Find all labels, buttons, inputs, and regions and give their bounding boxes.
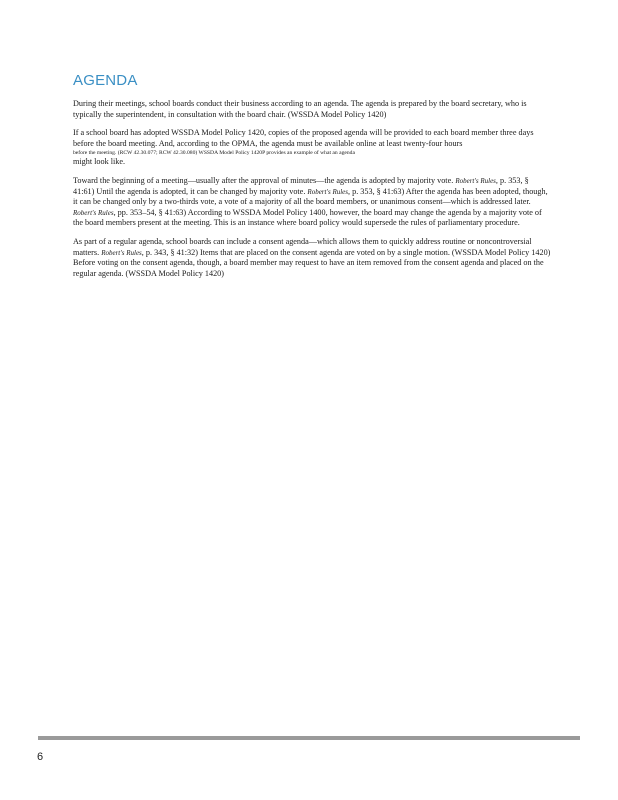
citation-roberts-rules: Robert's Rules [455, 176, 496, 185]
section-heading: AGENDA [73, 72, 138, 89]
paragraph-agenda-adoption [73, 176, 551, 229]
text-run: , p. 353, § 41:63) After the agenda has been adopted, though, it can be changed only by a two-thirds vote, a vote of a majority of all the board members, or unanimous consent—which is addressed later. [73, 186, 548, 207]
paragraph-agenda-intro: During their meetings, school boards conduct their business according to an agenda. The agenda is prepared by the board secretary, who is typically the superintendent, in consultation with the board chair. (WSSDA Model Policy 1420) [73, 99, 527, 119]
paragraph-agenda-distribution [73, 128, 551, 168]
page-content [73, 72, 551, 287]
text-run: , p. 353, § 41:61) Until the agenda is adopted, it can be changed by majority vote. [73, 175, 529, 196]
citation-roberts-rules: Robert's Rules [73, 208, 114, 217]
text-run: As part of a regular agenda, school boards can include a consent agenda—which allows them to quickly address routine or noncontroversial matters. [73, 236, 532, 257]
text-run: , p. 343, § 41:32) Items that are placed on the consent agenda are voted on by a single motion. (WSSDA Model Policy 1420) Before voting on the consent agenda, though, a board member may request to have an item removed from the consent agenda and placed on the regular agenda. (WSSDA Model Policy 1420) [73, 247, 551, 278]
paragraph-consent-agenda [73, 237, 551, 279]
text-run: , pp. 353–54, § 41:63) According to WSSDA Model Policy 1400, however, the board may change the agenda by a majority vote of the board members present at the meeting. This is an instance where board policy would supersede the rules of parliamentary procedure. [73, 207, 542, 228]
paragraph-text: If a school board has adopted WSSDA Model Policy 1420, copies of the proposed agenda will be provided to each board member three days before the board meeting. And, according to the OPMA, the agenda must be available online at least twenty-four hours [73, 128, 534, 148]
footer-rule [38, 736, 580, 740]
citation-roberts-rules: Robert's Rules [307, 187, 348, 196]
page-number: 6 [37, 751, 44, 763]
fine-print-line: before the meeting. (RCW 42.30.077; RCW 42.30.080) WSSDA Model Policy 1420P provides an example of what an agenda [73, 150, 355, 157]
paragraph-end: might look like. [73, 157, 126, 167]
citation-roberts-rules: Robert's Rules [101, 248, 142, 257]
text-run: Toward the beginning of a meeting—usually after the approval of minutes—the agenda is adopted by majority vote. [73, 175, 454, 185]
